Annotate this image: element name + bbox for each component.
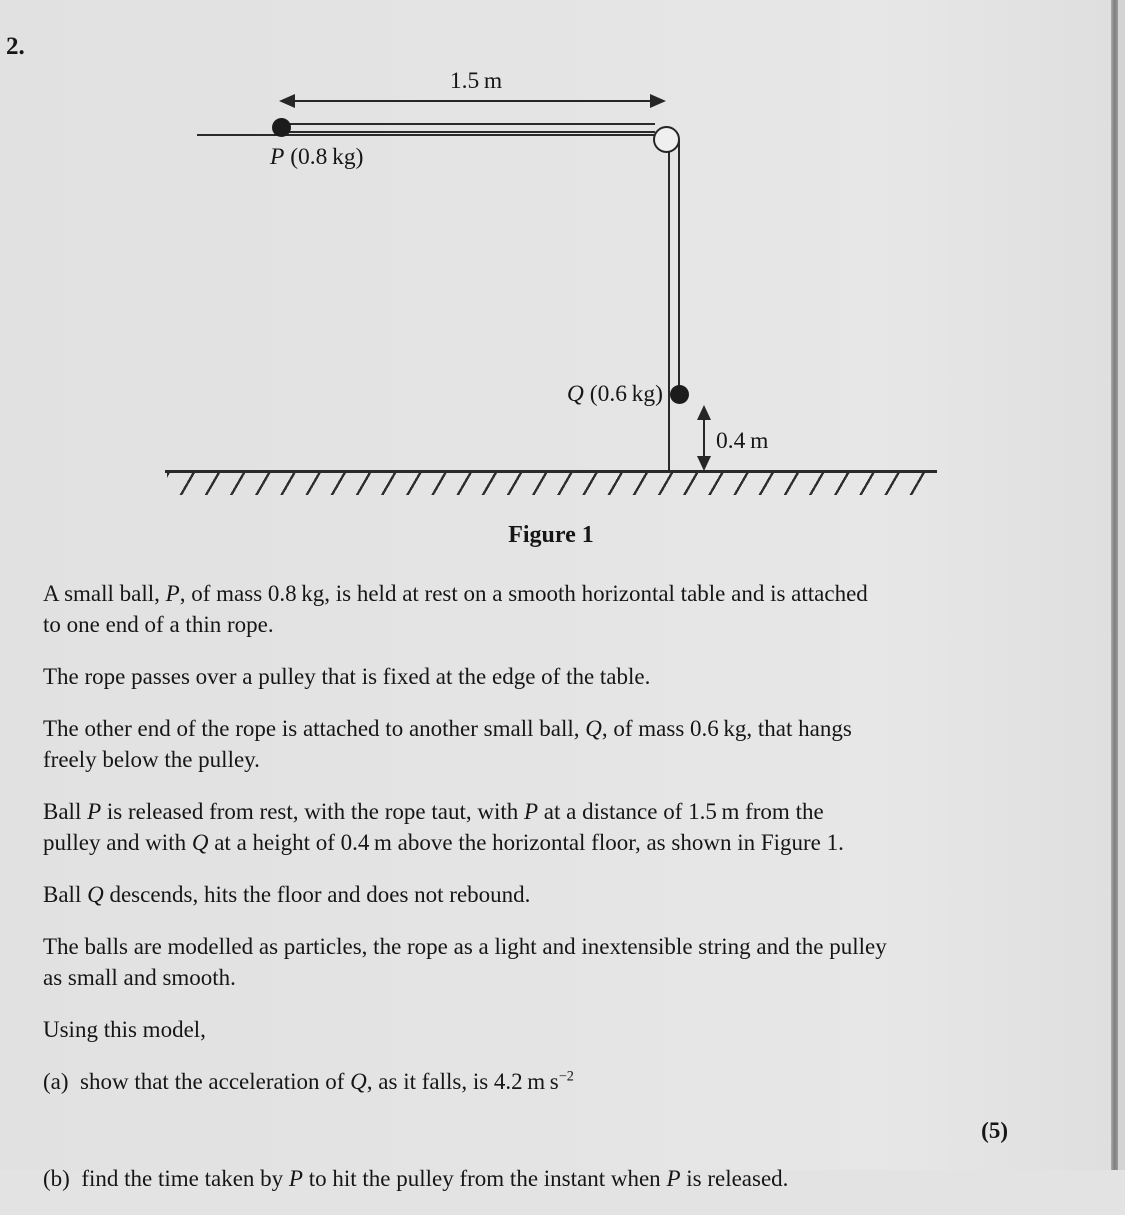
marks-part-a: (5) bbox=[981, 1118, 1008, 1143]
problem-paragraph: The rope passes over a pulley that is fixed at the edge of the table. bbox=[43, 664, 651, 689]
problem-paragraph: Using this model, bbox=[43, 1017, 206, 1042]
outside-page-strip bbox=[1118, 0, 1125, 1170]
ball-q-label: Q (0.6 kg) bbox=[566, 381, 663, 407]
problem-paragraph: A small ball, P, of mass 0.8 kg, is held at rest on a smooth horizontal table and is attached to one end of a thin rope. bbox=[43, 581, 868, 637]
problem-text bbox=[43, 578, 1008, 1215]
ball-p-label: P (0.8 kg) bbox=[270, 144, 364, 170]
table-surface-line bbox=[197, 134, 669, 136]
part-b-question: (b) find the time taken by P to hit the pulley from the instant when P is released. bbox=[43, 1166, 789, 1191]
rope-vertical bbox=[678, 140, 680, 396]
figure-caption: Figure 1 bbox=[508, 522, 594, 548]
height-label: 0.4 m bbox=[716, 428, 769, 454]
arrowhead-up-icon bbox=[697, 405, 711, 420]
problem-paragraph: Ball Q descends, hits the floor and does not rebound. bbox=[43, 882, 531, 907]
problem-paragraph: The other end of the rope is attached to another small ball, Q, of mass 0.6 kg, that hangs freely below the pulley. bbox=[43, 716, 852, 772]
height-arrow-line bbox=[703, 415, 705, 460]
distance-arrow-line bbox=[292, 100, 652, 102]
floor-hatching bbox=[167, 473, 925, 495]
rope-horizontal bbox=[285, 123, 655, 133]
arrowhead-left-icon bbox=[279, 94, 295, 108]
arrowhead-down-icon bbox=[697, 456, 711, 471]
part-a-question: (a) show that the acceleration of Q, as it falls, is 4.2 m $s^{-2}$ bbox=[43, 1068, 574, 1094]
question-number: 2. bbox=[6, 33, 25, 60]
problem-paragraph: The balls are modelled as particles, the rope as a light and inextensible string and the pulley as small and smooth. bbox=[43, 934, 887, 990]
table-leg-line bbox=[668, 138, 670, 472]
arrowhead-right-icon bbox=[650, 94, 666, 108]
pulley-icon bbox=[653, 126, 680, 153]
ball-q bbox=[670, 385, 689, 404]
problem-paragraph: Ball P is released from rest, with the rope taut, with P at a distance of 1.5 m from the pulley and with Q at a height of 0.4 m above the horizontal floor, as shown in Figure 1. bbox=[43, 799, 844, 855]
distance-label: 1.5 m bbox=[449, 68, 503, 94]
page-edge-line bbox=[1111, 0, 1118, 1170]
ball-p bbox=[272, 118, 291, 137]
